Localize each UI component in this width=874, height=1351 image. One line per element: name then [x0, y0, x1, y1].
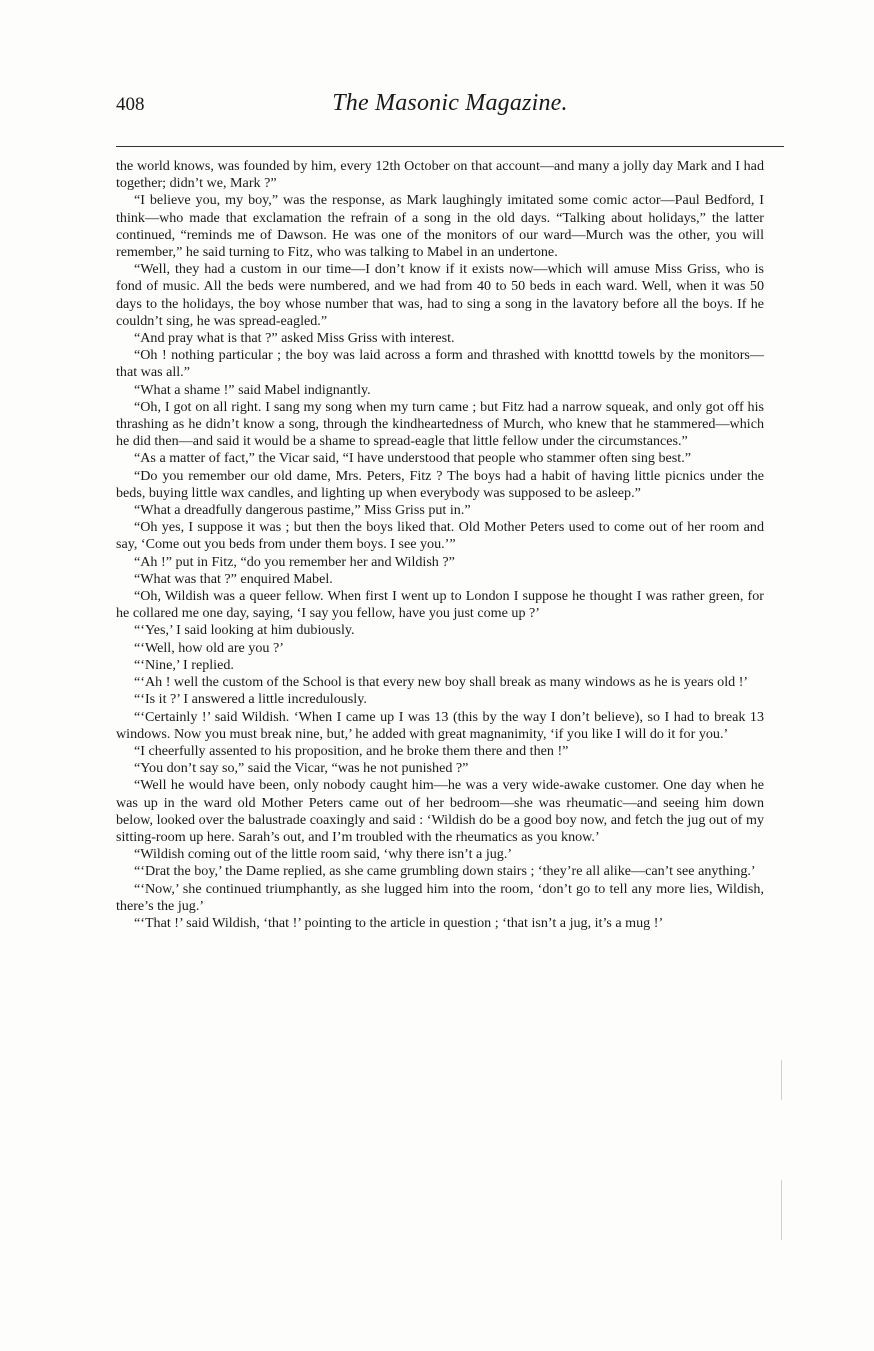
paragraph: “Oh ! nothing particular ; the boy was laid across a form and thrashed with knotttd towels by the monitors—that was all.”: [116, 347, 764, 381]
paragraph: “Do you remember our old dame, Mrs. Peters, Fitz ? The boys had a habit of having little picnics under the beds, buying little wax candles, and lighting up when everybody was supposed to be asleep.”: [116, 467, 764, 501]
page-header: [116, 88, 784, 120]
paragraph: “I cheerfully assented to his proposition, and he broke them there and then !”: [134, 742, 569, 759]
paragraph: “Oh, I got on all right. I sang my song when my turn came ; but Fitz had a narrow squeak, and only got off his thrashing as he didn’t know a song, through the kindheartedness of Murch, who knew that he stammered—which he did then—and said it would be a shame to spread-eagle that little fellow under the circumstances.”: [116, 398, 764, 450]
paragraph: “You don’t say so,” said the Vicar, “was he not punished ?”: [134, 760, 469, 777]
paragraph: “Ah !” put in Fitz, “do you remember her and Wildish ?”: [134, 553, 455, 570]
paragraph: “‘That !’ said Wildish, ‘that !’ pointing to the article in question ; ‘that isn’t a jug, it’s a mug !’: [134, 914, 664, 931]
paragraph: “Oh, Wildish was a queer fellow. When first I went up to London I suppose he thought I was rather green, for he collared me one day, saying, ‘I say you fellow, have you just come up ?’: [116, 588, 764, 622]
paragraph: “‘Nine,’ I replied.: [134, 656, 234, 673]
paragraph: “What a dreadfully dangerous pastime,” Miss Griss put in.”: [134, 502, 471, 519]
margin-speck: [781, 1180, 782, 1240]
paragraph: “‘Now,’ she continued triumphantly, as she lugged him into the room, ‘don’t go to tell any more lies, Wildish, there’s the jug.’: [116, 880, 764, 914]
paragraph: “‘Is it ?’ I answered a little incredulously.: [134, 691, 367, 708]
paragraph: “‘Certainly !’ said Wildish. ‘When I came up I was 13 (this by the way I don’t believe), so I had to break 13 windows. Now you must break nine, but,’ he added with great magnanimity, ‘if you like I will do it for you.’: [116, 708, 764, 742]
paragraph: “And pray what is that ?” asked Miss Griss with interest.: [134, 330, 455, 347]
paragraph: “What a shame !” said Mabel indignantly.: [134, 381, 371, 398]
paragraph: “‘Drat the boy,’ the Dame replied, as she came grumbling down stairs ; ‘they’re all alike—can’t see anything.’: [134, 863, 756, 880]
paragraph: “‘Ah ! well the custom of the School is that every new boy shall break as many windows as he is years old !’: [134, 674, 749, 691]
paragraph: “What was that ?” enquired Mabel.: [134, 570, 333, 587]
article-body: [116, 158, 764, 932]
paragraph: “‘Yes,’ I said looking at him dubiously.: [134, 622, 355, 639]
paragraph: the world knows, was founded by him, every 12th October on that account—and many a jolly day Mark and I had together; didn’t we, Mark ?”: [116, 158, 764, 192]
paragraph: “Wildish coming out of the little room said, ‘why there isn’t a jug.’: [134, 846, 513, 863]
paragraph: “As a matter of fact,” the Vicar said, “I have understood that people who stammer often sing best.”: [134, 450, 691, 467]
paragraph: “Well he would have been, only nobody caught him—he was a very wide-awake customer. One day when he was up in the ward old Mother Peters came out of her bedroom—she was rheumatic—and seeing him down below, looked over the balustrade coaxingly and said : ‘Wildish do be a good boy now, and fetch the jug out of my sitting-room up here. Sarah’s out, and I’m troubled with the rheumatics as you know.’: [116, 777, 764, 845]
running-title: The Masonic Magazine.: [332, 90, 568, 116]
paragraph: “Well, they had a custom in our time—I don’t know if it exists now—which will amuse Miss Griss, who is fond of music. All the beds were numbered, and we had from 40 to 50 beds in each ward. Well, when it was 50 days to the holidays, the boy whose number that was, had to sing a song in the lavatory before all the boys. If he couldn’t sing, he was spread-eagled.”: [116, 261, 764, 329]
margin-speck: [781, 1060, 782, 1100]
header-rule: [116, 146, 784, 147]
paragraph: “Oh yes, I suppose it was ; but then the boys liked that. Old Mother Peters used to come out of her room and say, ‘Come out you beds from under them boys. I see you.’”: [116, 519, 764, 553]
paragraph: “I believe you, my boy,” was the response, as Mark laughingly imitated some comic actor—Paul Bedford, I think—who made that exclamation the refrain of a song in the old days. “Talking about holidays,” the latter continued, “reminds me of Dawson. He was one of the monitors of our ward—Murch was the other, you will remember,” he said turning to Fitz, who was talking to Mabel in an undertone.: [116, 192, 764, 261]
page-number: 408: [116, 94, 145, 115]
paragraph: “‘Well, how old are you ?’: [134, 639, 284, 656]
